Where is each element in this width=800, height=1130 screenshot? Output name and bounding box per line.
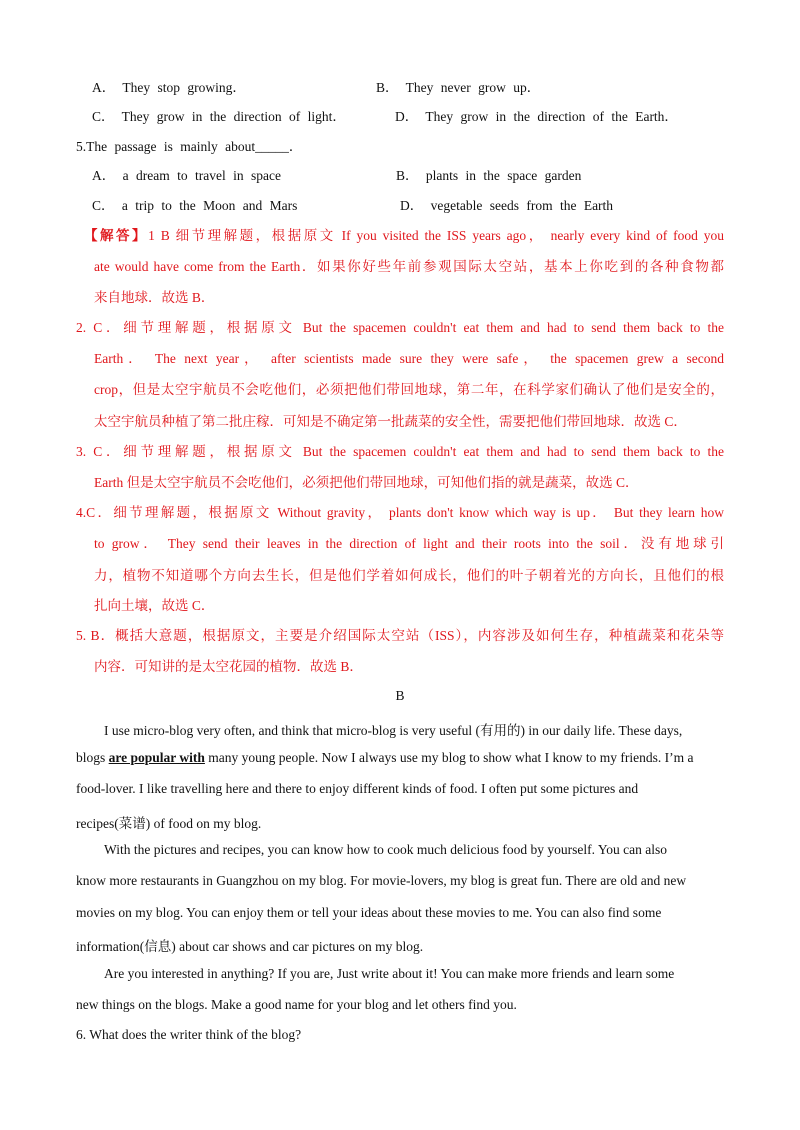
passage-text: blogs — [76, 750, 109, 765]
answer-2-line-3: crop，但是太空宇航员不会吃他们，必须把他们带回地球，第二年，在科学家们确认了他们是安全的， — [94, 382, 724, 397]
answer-2-line-4: 太空宇航员种植了第二批庄稼．可知是不确定第一批蔬菜的安全性，需要把他们带回地球．故选 C． — [94, 414, 687, 429]
answer-1-line-2: ate would have come from the Earth．如果你好些年前参观国际太空站，基本上你吃到的各种食物都 — [94, 259, 724, 274]
answer-5-line-2: 内容．可知讲的是太空花园的植物．故选 B． — [94, 659, 363, 674]
answer-3-line-1: 3. C．细节理解题，根据原文 But the spacemen couldn't eat them and had to send them back to the — [76, 444, 724, 459]
q4-option-b: B． They never grow up． — [376, 80, 541, 95]
answer-4-line-1: 4.C．细节理解题，根据原文 Without gravity， plants don't know which way is up． But they learn how — [76, 505, 724, 520]
passage-p1-line-4: recipes(菜谱) of food on my blog. — [76, 816, 262, 831]
underlined-phrase: are popular with — [108, 750, 205, 765]
q5-option-d: D． vegetable seeds from the Earth — [400, 198, 614, 213]
answer-1-text: 1 B 细节理解题，根据原文 If you visited the ISS years ago， nearly every kind of food you — [148, 228, 724, 243]
passage-p1-line-3: food-lover. I like travelling here and there to enjoy different kinds of food. I often put some pictures and — [76, 781, 639, 796]
passage-p2-line-2: know more restaurants in Guangzhou on my blog. For movie-lovers, my blog is great fun. There are old and new — [76, 873, 687, 888]
passage-p3-line-1: Are you interested in anything? If you are, Just write about it! You can make more friends and learn some — [104, 966, 675, 981]
answer-4-line-3: 力，植物不知道哪个方向去生长，但是他们学着如何成长，他们的叶子朝着光的方向长，且他们的根 — [94, 568, 724, 583]
passage-p1-line-1: I use micro-blog very often, and think that micro-blog is very useful (有用的) in our daily life. These days, — [104, 723, 683, 738]
section-heading: B — [395, 688, 405, 703]
passage-text: many young people. Now I always use my blog to show what I know to my friends. I’m a — [204, 750, 694, 765]
q4-option-c: C． They grow in the direction of light． — [92, 109, 346, 124]
q5-stem: 5.The passage is mainly about_____． — [76, 139, 303, 154]
answer-1-line-3: 来自地球．故选 B． — [94, 290, 215, 305]
answer-5-line-1: 5. B．概括大意题，根据原文，主要是介绍国际太空站（ISS），内容涉及如何生存，种植蔬菜和花朵等 — [76, 628, 724, 643]
question-6: 6. What does the writer think of the blog? — [76, 1027, 302, 1042]
answer-2-line-1: 2. C．细节理解题，根据原文 But the spacemen couldn't eat them and had to send them back to the — [76, 320, 724, 335]
q5-option-b: B． plants in the space garden — [396, 168, 582, 183]
answer-tag: 【解答】 — [84, 228, 149, 243]
q4-option-a: A． They stop growing． — [92, 80, 246, 95]
q4-option-d: D． They grow in the direction of the Earth． — [395, 109, 678, 124]
passage-p1-line-2 — [76, 750, 693, 766]
passage-p2-line-3: movies on my blog. You can enjoy them or tell your ideas about these movies to me. You can also find some — [76, 905, 662, 920]
answer-3-line-2: Earth 但是太空宇航员不会吃他们，必须把他们带回地球，可知他们指的就是蔬菜，故选 C． — [94, 475, 639, 490]
answer-4-line-4: 扎向土壤，故选 C． — [94, 598, 215, 613]
passage-p2-line-1: With the pictures and recipes, you can know how to cook much delicious food by yourself. You can also — [104, 842, 667, 857]
q5-option-a: A． a dream to travel in space — [92, 168, 281, 183]
answer-1-line-1 — [84, 227, 724, 245]
answer-2-line-2: Earth． The next year， after scientists made sure they were safe， the spacemen grew a second — [94, 351, 724, 366]
q5-option-c: C． a trip to the Moon and Mars — [92, 198, 298, 213]
passage-p3-line-2: new things on the blogs. Make a good name for your blog and let others find you. — [76, 997, 517, 1012]
passage-p2-line-4: information(信息) about car shows and car pictures on my blog. — [76, 939, 424, 954]
answer-4-line-2: to grow． They send their leaves in the direction of light and their roots into the soil．没有地球引 — [94, 536, 724, 551]
